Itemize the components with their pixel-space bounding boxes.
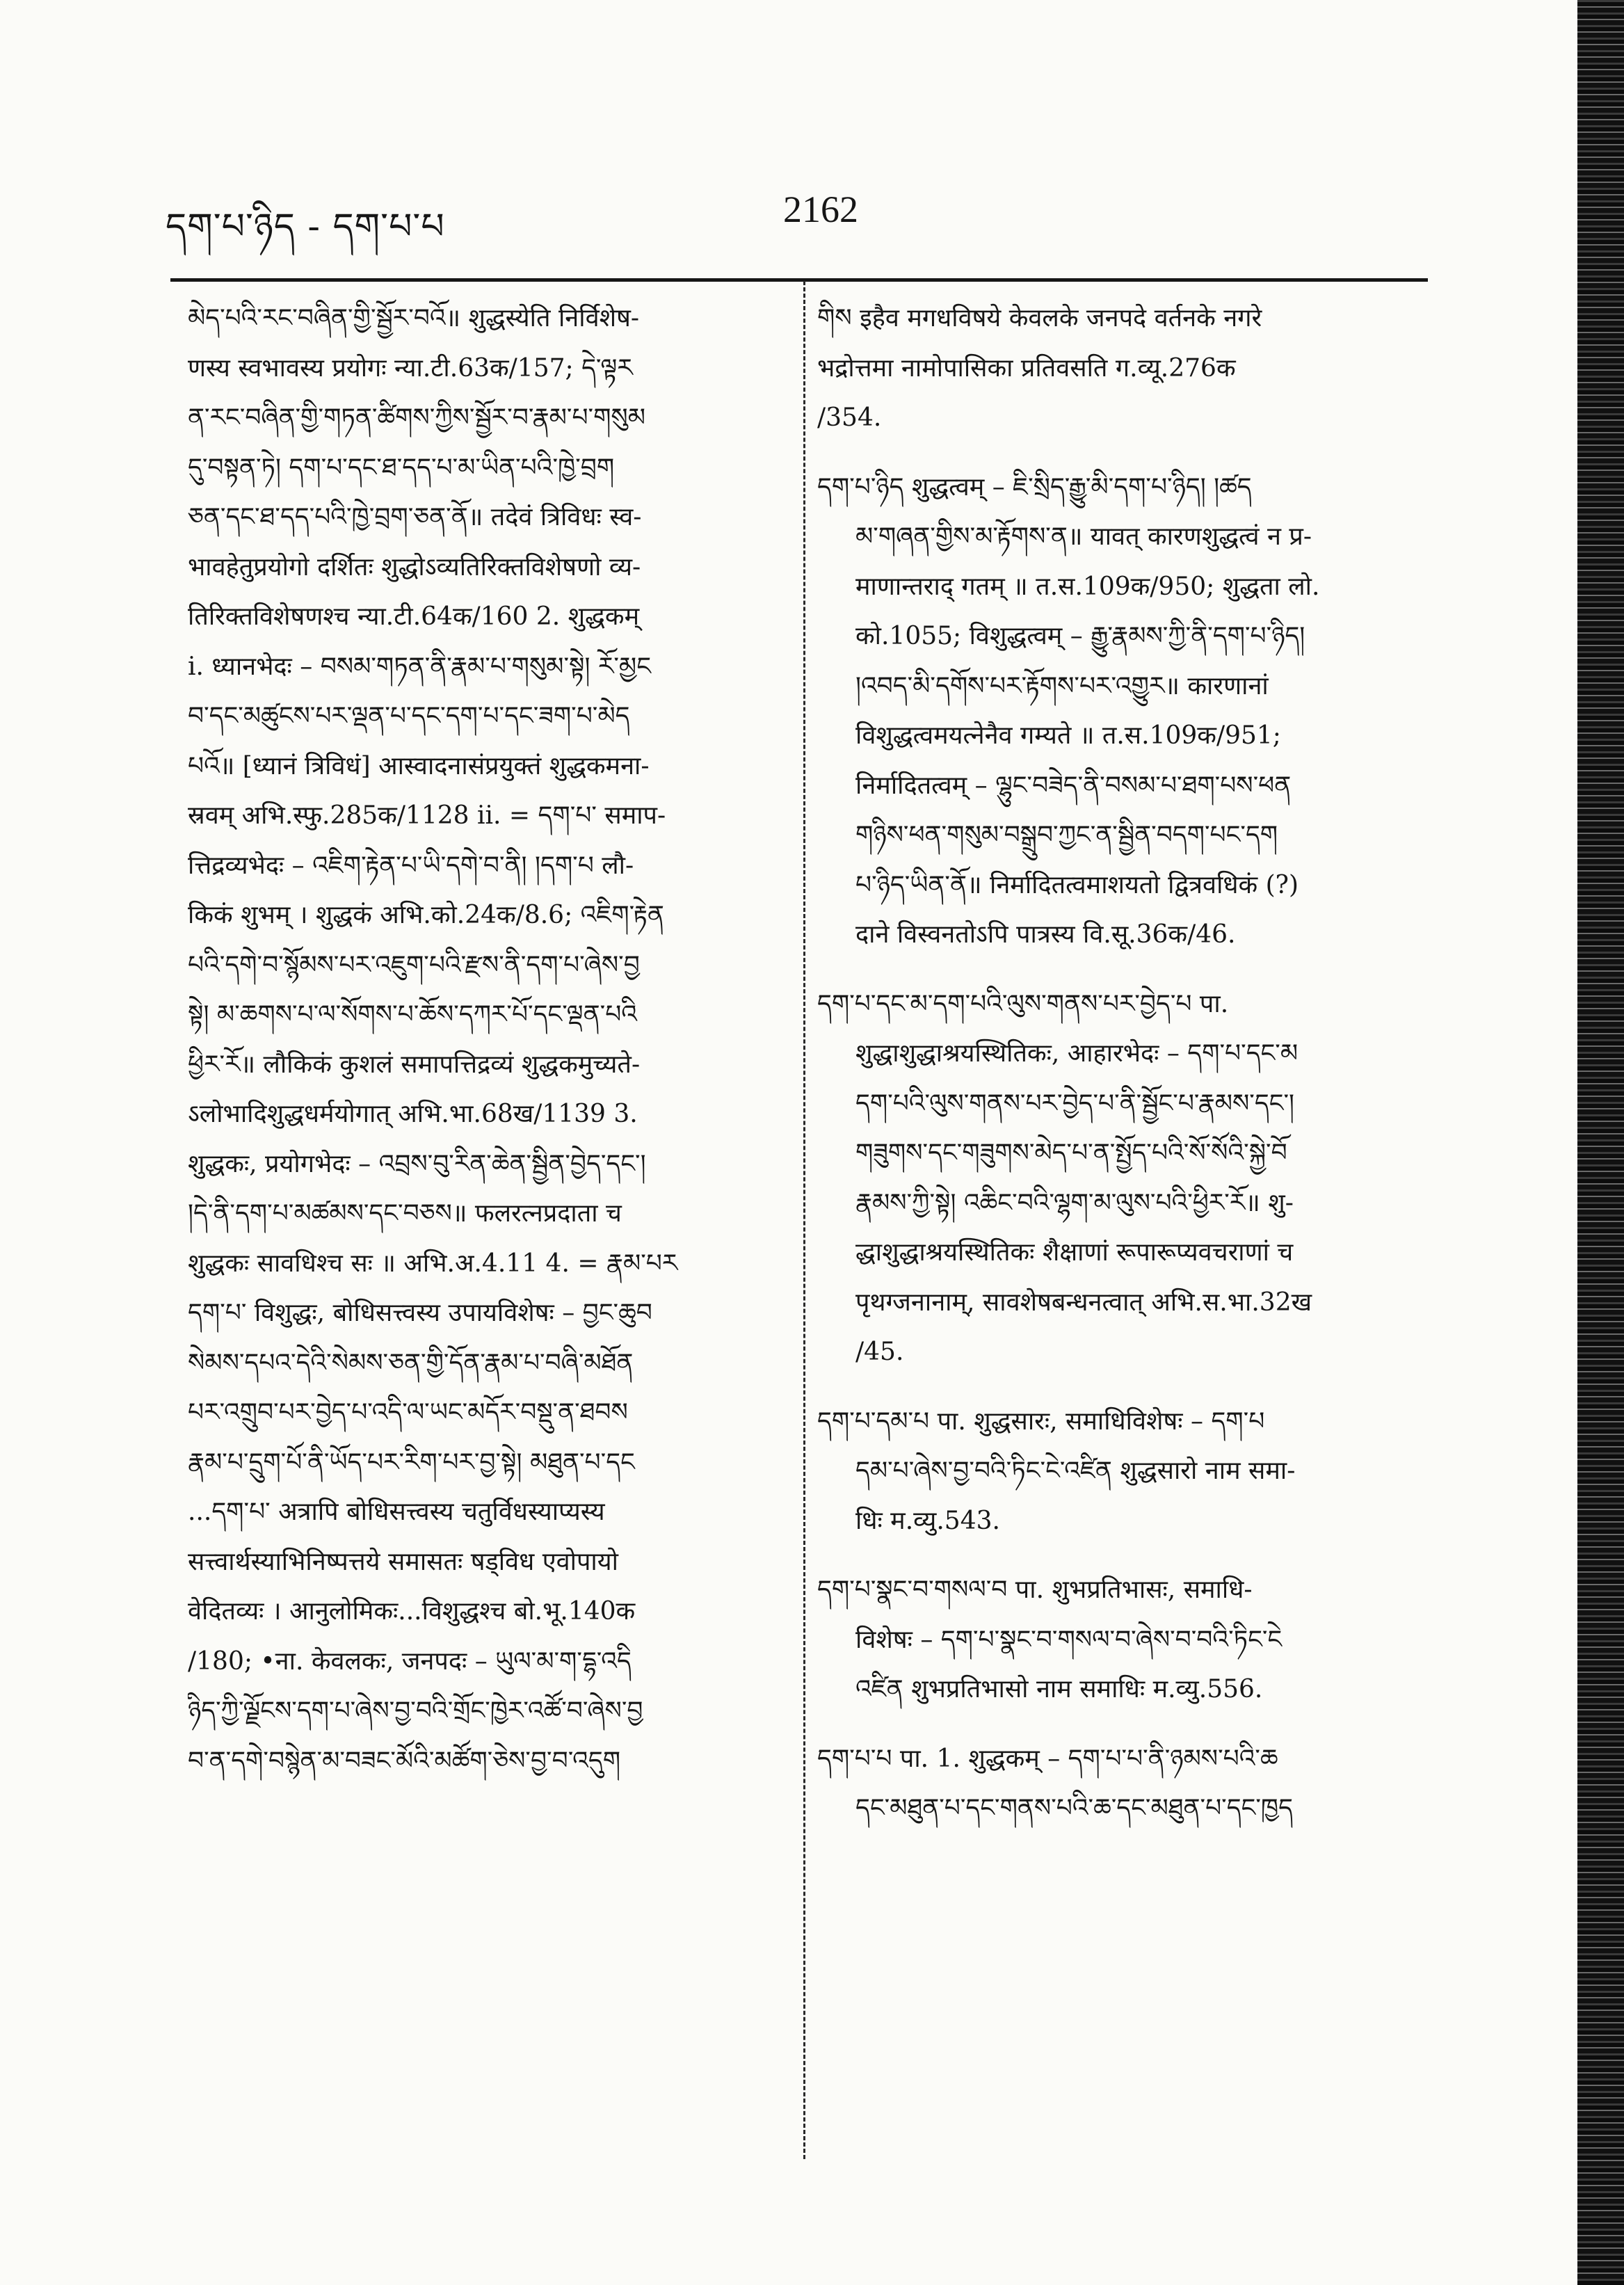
text-line: भावहेतुप्रयोगो दर्शितः शुद्धोऽव्यतिरिक्तविशेषणो व्य- — [188, 552, 641, 582]
left-column — [188, 294, 785, 1786]
text-line: སེམས་དཔའ་དེའི་སེམས་ཅན་གྱི་དོན་རྣམ་པ་བཞི་མཐོན — [188, 1348, 634, 1377]
text-line: i. ध्यानभेदः – བསམ་གཏན་ནི་རྣམ་པ་གསུམ་སྟེ། རོ་མྱང — [188, 652, 651, 681]
text-line: མེད་པའི་རང་བཞིན་གྱི་སྦྱོར་བའོ॥ शुद्धस्येति निर्विशेष- — [188, 304, 640, 332]
entry-headword-line: དག་པ་དང་མ་དག་པའི་ལུས་གནས་པར་བྱེད་པ पा. — [817, 989, 1229, 1018]
text-line: वेदितव्यः । आनुलोमिकः...विशुद्धश्च बो.भू.140क — [188, 1597, 636, 1626]
right-column — [817, 294, 1429, 1834]
text-line: གཟུགས་དང་གཟུགས་མེད་པ་ན་སྤྱོད་པའི་སོ་སོའི་སྐྱེ་བོ — [855, 1139, 1287, 1167]
text-line: པའོ॥ [ध्यानं त्रिविधं] आस्वादनासंप्रयुक्तं शुद्धकमना- — [188, 751, 650, 780]
entry-headword-line: དག་པ་ཉིད शुद्धत्वम् – ཇི་སྲིད་རྒྱུ་མི་དག་པ་ཉིད། །ཚད — [817, 472, 1252, 502]
text-line: དམ་པ་ཞེས་བྱ་བའི་ཏིང་ངེ་འཛིན शुद्धसारो नाम समा- — [855, 1457, 1296, 1485]
text-line: མ་གཞན་གྱིས་མ་རྟོགས་ན॥ यावत् कारणशुद्धत्वं न प्र- — [855, 522, 1312, 551]
text-line: किकं शुभम् । शुद्धकं अभि.को.24क/8.6; འཇིག་རྟེན — [188, 901, 664, 929]
text-line: णस्य स्वभावस्य प्रयोगः न्या.टी.63क/157; དེ་ལྟར — [188, 353, 633, 383]
page-number: 2162 — [783, 189, 858, 230]
text-line: निर्मादितत्वम् – ལྷུང་བཟེད་ནི་བསམ་པ་ཐག་པས་ཕན — [855, 771, 1292, 800]
text-line: བ་ན་དགེ་བསྙེན་མ་བཟང་མོའི་མཚོག་ཅེས་བྱ་བ་འདུག — [188, 1746, 621, 1775]
text-line: དུ་བསྟན་ཏེ། དག་པ་དང་ཐ་དད་པ་མ་ཡིན་པའི་ཁྱེ་བྲག — [188, 453, 615, 482]
text-line: विशेषः – དག་པ་སྣང་བ་གསལ་བ་ཞེས་བ་བའི་ཏིང་ངེ — [855, 1625, 1283, 1654]
text-line: བ་དང་མཚུངས་པར་ལྡན་པ་དང་དག་པ་དང་ཟག་པ་མེད — [188, 702, 630, 730]
text-line: སྟེ། མ་ཆགས་པ་ལ་སོགས་པ་ཆོས་དཀར་པོ་དང་ལྡན་པའི — [188, 1000, 637, 1029]
text-line: རྣམས་ཀྱི་སྟེ། འཆིང་བའི་ལྷག་མ་ལུས་པའི་ཕྱིར་རོ॥ शु- — [855, 1188, 1294, 1217]
header-rule — [170, 278, 1428, 282]
entry-headword-line: དག་པ་དམ་པ पा. शुद्धसारः, समाधिविशेषः – དག་པ — [817, 1406, 1265, 1436]
text-line: དག་པའི་ལུས་གནས་པར་བྱེད་པ་ནི་སྦྱོང་པ་རྣམས་དང་། — [855, 1089, 1295, 1118]
scan-edge-shadow — [1577, 0, 1624, 2285]
column-divider — [803, 281, 807, 2159]
text-line: स्रवम् अभि.स्फु.285क/1128 ii. = དག་པ་ समाप- — [188, 801, 666, 830]
text-line: धिः म.व्यु.543. — [855, 1506, 1000, 1535]
text-line: ...དག་པ་ अत्रापि बोधिसत्त्वस्य चतुर्विधस्याप्यस्य — [188, 1498, 605, 1526]
text-line: द्धाशुद्धाश्रयस्थितिकः शैक्षाणां रूपारूप्यवचराणां च — [855, 1238, 1294, 1267]
text-line: རྣམ་པ་དྲུག་པོ་ནི་ཡོད་པར་རིག་པར་བྱ་སྟེ། མཐུན་པ་དང — [188, 1448, 635, 1477]
text-line: /180; •ना. केवलकः, जनपदः – ཡུལ་མ་ག་དྷ་འདི — [188, 1646, 632, 1676]
running-header: དག་པ་ཉིད - དག་པ་པ — [166, 206, 445, 248]
text-line: ऽलोभादिशुद्धधर्मयोगात् अभि.भा.68ख/1139 3. — [188, 1100, 638, 1128]
text-line: /45. — [855, 1338, 904, 1366]
text-line: शुद्धकः, प्रयोगभेदः – འབྲས་བུ་རིན་ཆེན་སྦྱིན་བྱེད་དང་། — [188, 1149, 646, 1178]
text-line: །དེ་ནི་དག་པ་མཚམས་དང་བཅས॥ फलरत्नप्रदाता च — [188, 1199, 622, 1228]
entry-headword-line: भद्रोत्तमा नामोपासिका प्रतिवसति ग.व्यू.276क — [817, 353, 1236, 383]
text-line: माणान्तराद् गतम् ॥ त.स.109क/950; शुद्धता लो. — [855, 572, 1320, 601]
text-line: को.1055; विशुद्धत्वम् – རྒྱུ་རྣམས་ཀྱི་ནི་དག་པ་ཉིད། — [855, 622, 1305, 650]
entry-headword-line: དག་པ་པ पा. 1. शुद्धकम् – དག་པ་པ་ནི་ཉམས་པའི་ཆ — [817, 1744, 1278, 1773]
text-line: ཅན་དང་ཐ་དད་པའི་ཁྱེ་བྲག་ཅན་ནོ॥ तदेवं त्रिविधः स्व- — [188, 503, 642, 531]
text-line: दाने विस्वनतोऽपि पात्रस्य वि.सू.36क/46. — [855, 920, 1236, 949]
text-line: पृथग्जनानाम्, सावशेषबन्धनत्वात् अभि.स.भा.32ख — [855, 1288, 1312, 1317]
text-line: तिरिक्तविशेषणश्च न्या.टी.64क/160 2. शुद्धकम् — [188, 602, 640, 631]
text-line: ན་རང་བཞིན་གྱི་གཏན་ཚིགས་ཀྱིས་སྦྱོར་བ་རྣམ་པ་གསུམ — [188, 403, 646, 432]
text-line: པ་ཉིད་ཡིན་ནོ॥ निर्मादितत्वमाशयतो द्वित्रवधिकं (?) — [855, 870, 1299, 899]
text-line: सत्त्वार्थस्याभिनिष्पत्तये समासतः षड्विध एवोपायो — [188, 1547, 618, 1576]
text-line: शुद्धाशुद्धाश्रयस्थितिकः, आहारभेदः – དག་པ་དང་མ — [855, 1039, 1299, 1068]
text-line: དང་མཐུན་པ་དང་གནས་པའི་ཆ་དང་མཐུན་པ་དང་ཁྱད — [855, 1794, 1293, 1822]
text-line: པའི་དགེ་བ་སྙོམས་པར་འཇུག་པའི་རྫས་ནི་དག་པ་ཞེས་བྱ — [188, 950, 640, 979]
text-line: त्तिद्रव्यभेदः – འཇིག་རྟེན་པ་ཡི་དགེ་བ་ནི། །དག་པ लौ- — [188, 851, 634, 880]
text-line: པར་འགྲུབ་པར་བྱེད་པ་འདི་ལ་ཡང་མདོར་བསྡུ་ན་ཐབས — [188, 1398, 628, 1427]
text-line: འཛིན शुभप्रतिभासो नाम समाधिः म.व्यु.556. — [855, 1675, 1263, 1703]
entry-headword-line: གིས इहैव मगधविषये केवलके जनपदे वर्तनके नगरे — [817, 304, 1262, 332]
text-line: །འབད་མི་དགོས་པར་རྟོགས་པར་འགྱུར॥ कारणानां — [855, 671, 1269, 700]
text-line: དག་པ་ विशुद्धः, बोधिसत्त्वस्य उपायविशेषः – བྱང་ཆུབ — [188, 1299, 652, 1327]
text-line: ཉིད་ཀྱི་ལྗོངས་དག་པ་ཞེས་བྱ་བའི་གྲོང་ཁྱེར་འཚོ་བ་ཞེས་བྱ — [188, 1697, 643, 1725]
text-line: विशुद्धत्वमयत्नेनैव गम्यते ॥ त.स.109क/951; — [855, 721, 1281, 750]
entry-headword-line: དག་པ་སྣང་བ་གསལ་བ पा. शुभप्रतिभासः, समाधि- — [817, 1576, 1253, 1604]
text-line: शुद्धकः सावधिश्च सः ॥ अभि.अ.4.11 4. = རྣམ་པར — [188, 1249, 678, 1278]
text-line: གཉིས་ཕན་གསུམ་བསྒྲུབ་ཀྱང་ན་སྦྱིན་བདག་པང་དག — [855, 821, 1278, 849]
text-line: ཕྱིར་རོ॥ लौकिकं कुशलं समापत्तिद्रव्यं शुद्धकमुच्यते- — [188, 1050, 641, 1079]
entry-headword-line: /354. — [817, 403, 882, 432]
